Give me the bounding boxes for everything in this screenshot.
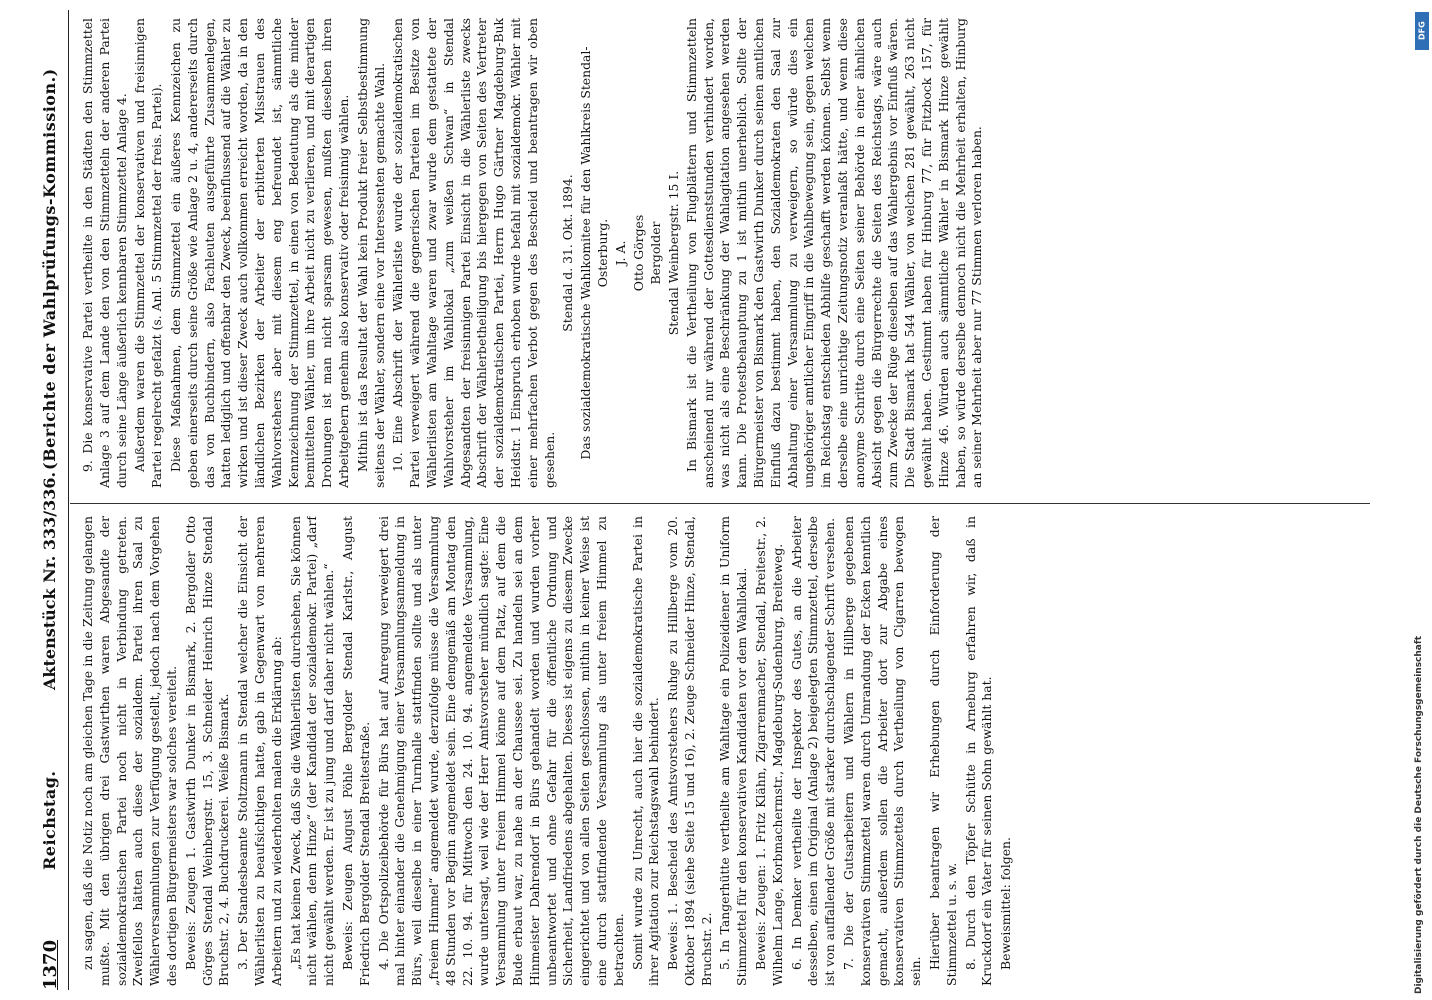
paragraph: Beweis: Zeugen August Pöhle Bergolder Stendal Karlstr., August Friedrich Bergolder Stendal Breitestraße. <box>339 516 372 986</box>
header-rule <box>68 10 69 990</box>
page-number: 1370 <box>40 939 61 990</box>
header-left-title: Reichstag. <box>40 770 59 870</box>
dfg-logo-badge: DFG <box>1415 12 1429 50</box>
paragraph: Beweis: Zeugen: 1. Fritz Klähn, Zigarrenmacher, Stendal, Breitestr., 2. Wilhelm Lange, Korbmachermstr., Magdeburg-Sudenburg, Breiteweg. <box>753 516 785 986</box>
paragraph: Beweis: Zeugen 1. Gastwirth Dunker in Bismark, 2. Bergolder Otto Görges Stendal Weinbergstr. 15, 3. Schneider Heinrich Hinze Stendal Bruchstr. 2, 4. Buchdruckerei. Weiße Bismark. <box>182 516 232 986</box>
left-column <box>80 516 1380 986</box>
paragraph: In Bismark ist die Vertheilung von Flugblättern und Stimmzetteln anscheinend nur während der Gottesdienststunden verhindert worden, was nicht als eine Beschränkung der Wahlagitation angesehen werden kann. Die Protestbehauptung zu 1 ist mithin unerheblich. Sollte der Bürgermeister von Bismark den Gastwirth Dunker durch seinen amtlichen Einfluß dazu bestimmt haben, den Sozialdemokraten den Saal zur Abhaltung einer Versammlung zu verweigern, so würde dies ein ungehöriger amtlicher Eingriff in die Wahlbewegung sein, gegen welchen im Reichstag entschieden Abhilfe geschafft werden können. Selbst wenn derselbe eine unrichtige Zeitungsnotiz veranlaßt hätte, und wenn diese anonyme Schritte durch eine Seiten seiner Behörde in einer ähnlichen Absicht gegen die Bürgerrechte die Seiten des Reichstags, wäre auch zum Zwecke der Rüge dieselben auf das Wahlergebnis vor Einfluß wären. Die Stadt Bismark hat 544 Wähler, von welchen 281 gewählt, 263 nicht gewählt haben. Gestimmt haben für Hinburg 77, für Fitzbock 157, für Hinze 46. Würden auch sämmtliche Wähler in Bismark Hinze gewählt haben, so würde derselbe dennoch nicht die Mehrheit erhalten, Hinburg an seiner Mehrheit aber nur 77 Stimmen verloren haben. <box>683 18 985 488</box>
paragraph: 8. Durch den Töpfer Schütte in Arneburg erfahren wir, daß in Kruckdorf ein Vater für seinen Sohn gewählt hat. <box>962 516 995 986</box>
column-divider <box>70 503 1370 504</box>
paragraph: Stendal Weinbergstr. 15 I. <box>666 170 682 336</box>
paragraph: Außerdem waren die Stimmzettel der konservativen und freisinnigen Partei regelrecht gefalzt (s. Anl. 5 Stimmzettel der freis. Partei). <box>132 18 165 488</box>
page-header <box>34 10 70 990</box>
paragraph: 3. Der Standesbeamte Stoltzmann in Stendal welcher die Einsicht der Wählerlisten zu beaufsichtigen hatte, gab in Gegenwart von mehreren Arbeitern und zu wiederholten malen die Erklärung ab: <box>235 516 284 986</box>
paragraph: Otto Görges <box>630 214 646 292</box>
header-right-title: (Berichte der Wahlprüfungs-Kommission.) <box>40 68 59 470</box>
paragraph: 6. In Demker vertheilte der Inspektor des Gutes, an die Arbeiter desselben, einen im Original (Anlage 2) beigelegten Stimmzettel, derselbe ist von auffallender Größe mit starker durchschlagender Schrift versehen. <box>788 516 838 986</box>
paragraph: J. A. <box>612 240 628 266</box>
paragraph: „Es hat keinen Zweck, daß Sie die Wählerlisten durchsehen, Sie können nicht wählen, denn Hinze“ (der Kandidat der sozialdemokr. Partei) „darf nicht gewählt werden. Er ist zu jung und darf daher nicht wählen.“ <box>287 516 337 986</box>
paragraph: Somit wurde zu Unrecht, auch hier die sozialdemokratische Partei in ihrer Agitation zur Reichstagswahl behindert. <box>629 516 662 986</box>
paragraph: Hierüber beantragen wir Erhebungen durch Einforderung der Stimmzettel u. s. w. <box>927 516 959 986</box>
paragraph: 5. In Tangerhütte vertheilte am Wahltage ein Polizeidiener in Uniform Stimmzettel für den konservativen Kandidaten vor dem Wahllokal. <box>717 516 750 986</box>
paragraph: Diese Maßnahmen, dem Stimmzettel ein äußeres Kennzeichen zu geben einerseits durch seine Größe wie Anlage 2 u. 4, andererseits durch das von Buchbindern, also Fachleuten ausgeführte Zusammenlegen, hatten lediglich und offenbar den Zweck, beeinflussend auf die Wähler zu wirken und ist dieser Zweck auch vollkommen erreicht worden, da in den ländlichen Bezirken der Arbeiter der erbitterten Misstrauen des Wahlvorstehers aber mit diesem eng befreundet ist, sämmtliche Kennzeichnung der Stimmzettel, in einen von Bedeutung als die minder bemittelten Wähler, um ihre Arbeit nicht zu verlieren, und mit derartigen Drohungen ist man nicht sparsam gewesen, mußten dieselben ihren Arbeitgebern genehm also konservativ oder freisinnig wählen. <box>167 18 351 488</box>
paragraph: Das sozialdemokratische Wahlkomitee für den Wahlkreis Stendal-Osterburg. <box>578 46 610 460</box>
paragraph: Beweis: 1. Bescheid des Amtsvorstehers Ruhge zu Hillberge vom 20. Oktober 1894 (siehe Seite 15 und 16), 2. Zeuge Schneider Hinze, Stendal, Bruchstr. 2. <box>665 516 714 986</box>
paragraph: Bergolder <box>648 221 664 285</box>
digitization-credit: Digitalisierung gefördert durch die Deutsche Forschungsgemeinschaft <box>1414 635 1424 994</box>
paragraph: 9. Die konservative Partei vertheilte in den Städten den Stimmzettel Anlage 3 auf dem Lande den von den Stimmzetteln der anderen Partei durch seine Länge äußerlich kennbaren Stimmzettel Anlage 4. <box>80 18 129 488</box>
paragraph: 10. Eine Abschrift der Wählerliste wurde der sozialdemokratischen Partei verweigert während die gegnerischen Parteien im Besitze von Wählerlisten am Wahltage waren und zwar wurde dem gestattete der Wahlvorsteher im Wahllokal „zum weißen Schwan“ in Stendal Abgesandten der freisinnigen Partei Einsicht in die Wählerliste zwecks Abschrift der Wählerbetheiligung bis hiergegen von Seiten des Vertreter der sozialdemokratischen Partei, Herrn Hugo Gärtner Magdeburg-Buk Heidstr. 1 Einspruch erhoben wurde befahl mit sozialdemokr. Wähler mit einer mehrfachen Verbot gegen des Bescheid und beantragen wir oben gesehen. <box>390 18 557 488</box>
paragraph: Mithin ist das Resultat der Wahl kein Produkt freier Selbstbestimmung seitens der Wähler, sondern eine vor Interessenten gemachte Wahl. <box>354 18 387 488</box>
paragraph: 7. Die der Gutsarbeitern und Wählern in Hillberge gegebenen konservativen Stimmzettel waren durch Umrandung der Ecken kenntlich gemacht, außerdem sollen die Arbeiter dort zur Abgabe eines konservativen Stimmzettels durch Vertheilung von Cigarren bewogen sein. <box>841 516 924 986</box>
paragraph: 4. Die Ortspolizeibehörde für Bürs hat auf Anregung verweigert drei mal hinter einander die Genehmigung einer Versammlungsanmeldung in Bürs, weil dieselbe in einer Turnhalle stattfinden sollte und als unter „freiem Himmel“ angemeldet wurde, derzufolge müsse die Versammlung 48 Stunden vor Beginn angemeldet sein. Eine demgemäß am Montag den 22. 10. 94. für Mittwoch den 24. 10. 94. angemeldete Versammlung, wurde untersagt, weil wie der Herr Amtsvorsteher mündlich sagte: Eine Versammlung unter freiem Himmel könne auf dem Platz, auf dem die Bude erbaut war, zu nahe an der Chaussee sei. Zu handeln sei an dem Hinmeister Dahrendorf in Bürs gehandelt worden und wurden vorher unbeantwortet und ohne Gefahr für die öffentliche Ordnung und Sicherheit, Landfriedens abgehalten. Dieses ist eigens zu diesem Zwecke eingerichtet und von allen Seiten geschlossen, mithin in keiner Weise ist eine durch stattfindende Versammlung als unter freiem Himmel zu betrachten. <box>375 516 626 986</box>
document-number: Aktenstück Nr. 333/336. <box>40 471 59 690</box>
digitization-sidebar <box>1412 4 1430 996</box>
paragraph: Beweismittel: folgen. <box>998 837 1014 970</box>
paragraph: zu sagen, daß die Notiz noch am gleichen Tage in die Zeitung gelangen mußte. Mit den übrigen drei Gastwirthen waren Abgesandte der sozialdemokratischen Partei noch nicht in Verbindung getreten. Zweifellos hätten auch diese der sozialdem. Partei ihren Saal zu Wählerversammlungen zur Verfügung gestellt, jedoch nach dem Vorgehen des dortigen Bürgermeisters war solches vereitelt. <box>80 516 179 986</box>
right-column <box>80 18 1380 488</box>
paragraph: Stendal d. 31. Okt. 1894. <box>560 174 576 332</box>
